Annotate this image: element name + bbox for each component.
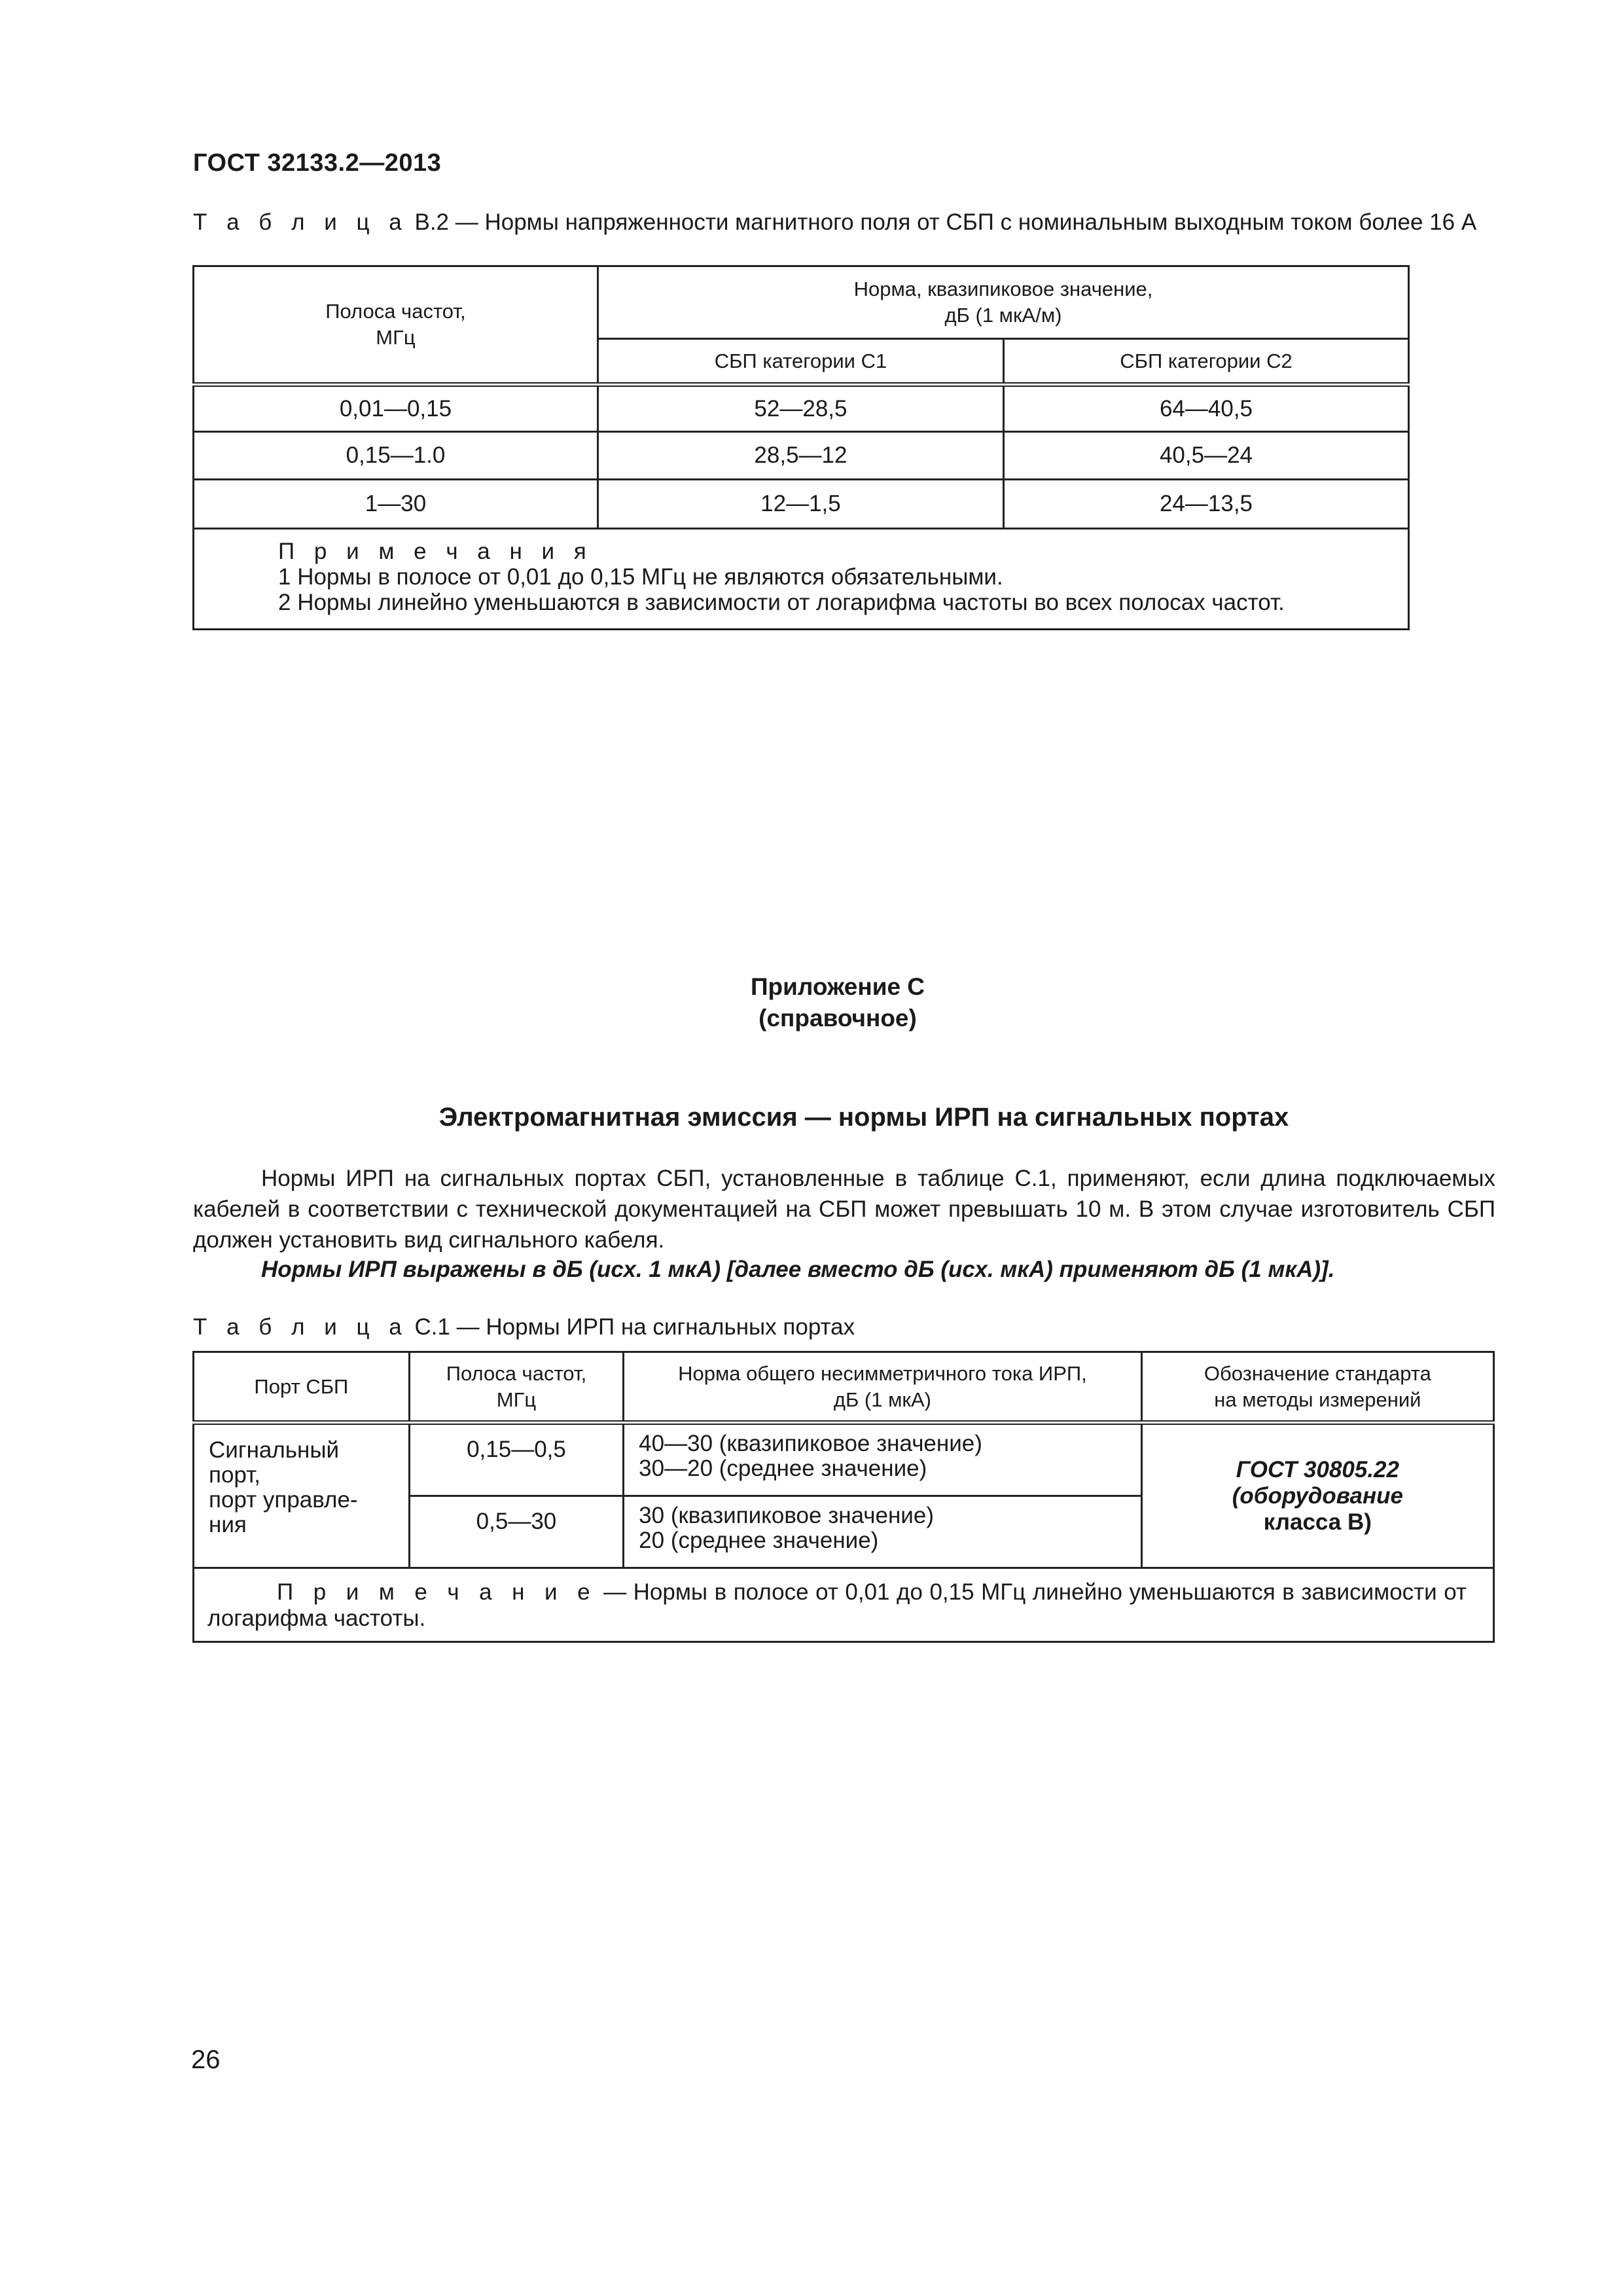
table-b2-caption-text: В.2 — Нормы напряженности магнитного поля от СБП с номинальным выходным током более 16 А bbox=[414, 209, 1477, 235]
table-c1-cell-band: 0,15—0,5 bbox=[409, 1423, 623, 1496]
table-c1-header-port: Порт СБП bbox=[194, 1352, 410, 1423]
table-c1-std-ref-3: класса В) bbox=[1263, 1509, 1372, 1535]
table-c1-caption bbox=[193, 1314, 855, 1340]
table-b2 bbox=[192, 265, 1410, 630]
table-b2-cell-band: 0,01—0,15 bbox=[194, 385, 598, 432]
table-c1-cell-band: 0,5—30 bbox=[409, 1496, 623, 1568]
table-b2-header-band-label: Полоса частот, bbox=[325, 300, 466, 323]
table-b2-header-band bbox=[194, 266, 598, 385]
section-title: Электромагнитная эмиссия — нормы ИРП на сигнальных портах bbox=[438, 1103, 1289, 1132]
table-row bbox=[194, 480, 1409, 529]
table-b2-cell-c2: 40,5—24 bbox=[1003, 432, 1408, 480]
appendix-paragraph: Нормы ИРП на сигнальных портах СБП, установленные в таблице С.1, применяют, если длина подключаемых кабелей в соответствии с технической документацией на СБП может превышать 10 м. В этом случае изготовитель СБП должен установить вид сигнального кабеля. bbox=[193, 1166, 1495, 1253]
table-c1-header-norm-label: Норма общего несимметричного тока ИРП, bbox=[678, 1361, 1087, 1385]
table-b2-cell-c1: 28,5—12 bbox=[597, 432, 1003, 480]
table-b2-caption bbox=[193, 209, 1476, 236]
table-c1-norm-line: 20 (среднее значение) bbox=[639, 1528, 879, 1553]
table-c1-norm-line: 30 (квазипиковое значение) bbox=[639, 1503, 934, 1528]
table-c1-note bbox=[194, 1568, 1494, 1642]
table-b2-notes bbox=[194, 529, 1409, 630]
table-c1-header-band-label: Полоса частот, bbox=[446, 1361, 587, 1385]
table-c1-header-std bbox=[1141, 1352, 1493, 1423]
table-b2-cell-band: 1—30 bbox=[194, 480, 598, 529]
table-c1-header-std-label-2: на методы измерений bbox=[1214, 1388, 1421, 1411]
table-b2-cell-c2: 24—13,5 bbox=[1003, 480, 1408, 529]
table-b2-header-norm-label: Норма, квазипиковое значение, bbox=[853, 278, 1153, 300]
table-c1-cell-norm bbox=[624, 1423, 1142, 1496]
table-b2-note-2: 2 Нормы линейно уменьшаются в зависимости от логарифма частоты во всех полосах частот. bbox=[278, 590, 1285, 615]
table-c1-header-std-label: Обозначение стандарта bbox=[1204, 1361, 1431, 1385]
table-b2-cell-band: 0,15—1.0 bbox=[194, 432, 598, 480]
table-c1-header-norm-unit: дБ (1 мкА) bbox=[833, 1388, 931, 1411]
table-b2-caption-prefix: Т а б л и ц а bbox=[193, 209, 408, 235]
table-b2-cell-c2: 64—40,5 bbox=[1003, 385, 1408, 432]
table-c1-norm-line: 40—30 (квазипиковое значение) bbox=[639, 1431, 982, 1456]
table-c1-port-line: ния bbox=[209, 1512, 247, 1537]
table-c1-cell-norm bbox=[624, 1496, 1142, 1568]
table-c1-header-band bbox=[409, 1352, 623, 1423]
table-c1-std-ref: ГОСТ 30805.22 bbox=[1236, 1456, 1399, 1482]
table-b2-cell-c1: 12—1,5 bbox=[597, 480, 1003, 529]
appendix-title-text: Приложение С bbox=[750, 973, 925, 1000]
table-b2-note-1: 1 Нормы в полосе от 0,01 до 0,15 МГц не являются обязательными. bbox=[278, 564, 1003, 590]
table-b2-header-c2: СБП категории С2 bbox=[1003, 339, 1408, 385]
table-row bbox=[194, 432, 1409, 480]
appendix-title bbox=[0, 971, 1623, 1034]
table-b2-header-c1: СБП категории С1 bbox=[597, 339, 1003, 385]
table-c1-std-cell bbox=[1141, 1423, 1493, 1568]
table-b2-cell-c1: 52—28,5 bbox=[597, 385, 1003, 432]
table-c1-port-line: порт управле- bbox=[209, 1487, 358, 1513]
table-c1-note-prefix: П р и м е ч а н и е bbox=[277, 1579, 597, 1605]
appendix-subtitle: (справочное) bbox=[758, 1005, 917, 1031]
table-c1-port-line: порт, bbox=[209, 1462, 260, 1488]
table-row bbox=[194, 385, 1409, 432]
table-c1-header-band-unit: МГц bbox=[496, 1388, 537, 1411]
table-b2-header-norm bbox=[597, 266, 1408, 339]
table-b2-header-band-unit: МГц bbox=[376, 326, 416, 349]
table-c1-caption-prefix: Т а б л и ц а bbox=[193, 1314, 408, 1340]
table-b2-header-norm-unit: дБ (1 мкА/м) bbox=[944, 304, 1062, 327]
appendix-bold-line: Нормы ИРП выражены в дБ (исх. 1 мкА) [далее вместо дБ (исх. мкА) применяют дБ (1 мкА)]. bbox=[261, 1257, 1335, 1282]
table-c1-header-norm bbox=[624, 1352, 1142, 1423]
table-c1-caption-text: С.1 — Нормы ИРП на сигнальных портах bbox=[414, 1314, 855, 1340]
table-c1-norm-line: 30—20 (среднее значение) bbox=[639, 1456, 927, 1481]
table-c1 bbox=[192, 1351, 1495, 1643]
table-row bbox=[194, 1423, 1494, 1496]
table-b2-notes-title: П р и м е ч а н и я bbox=[278, 539, 593, 564]
page-number: 26 bbox=[191, 2045, 221, 2074]
standard-code-header: ГОСТ 32133.2—2013 bbox=[193, 149, 442, 177]
table-c1-note-text: — Нормы в полосе от 0,01 до 0,15 МГц линейно уменьшаются в зависимости от логарифма частоты. bbox=[207, 1579, 1467, 1631]
table-c1-std-ref-2: (оборудование bbox=[1232, 1482, 1403, 1509]
table-c1-port-line: Сигнальный bbox=[209, 1437, 340, 1463]
table-c1-port-cell bbox=[194, 1423, 410, 1568]
